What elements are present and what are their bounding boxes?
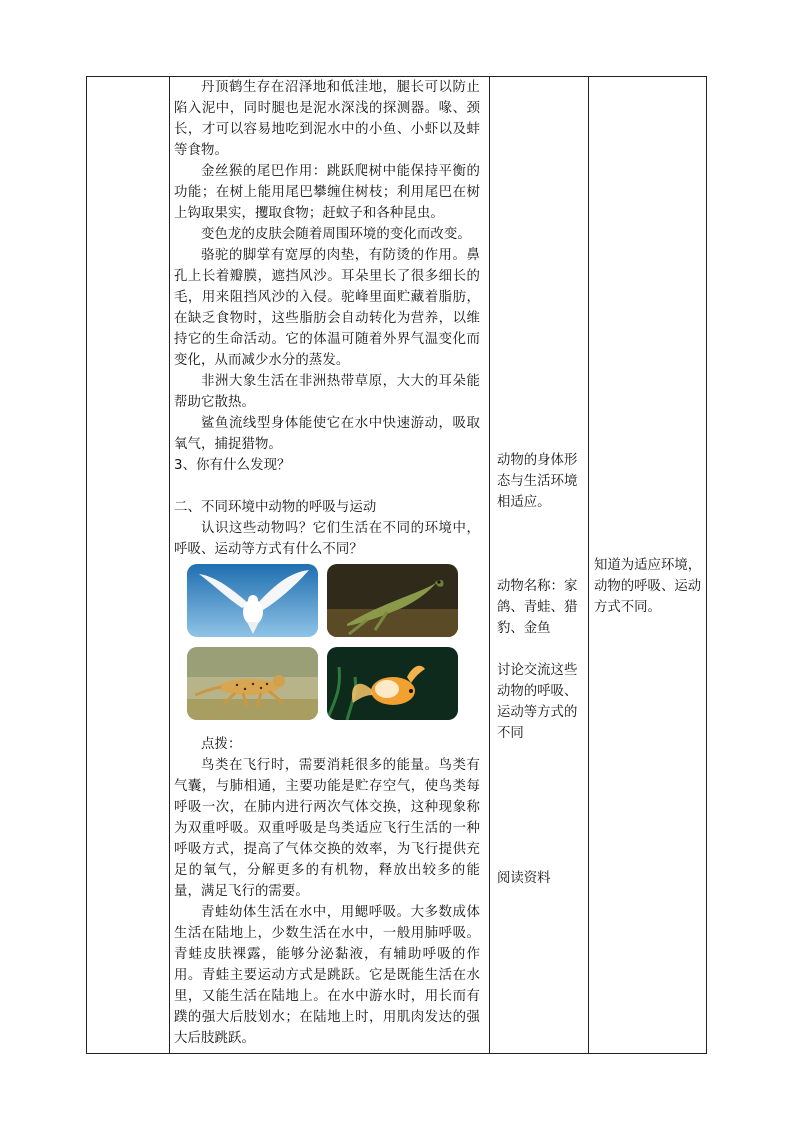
- hint-label: 点拨：: [201, 737, 242, 752]
- student-note-adaptation: 动物的身体形态与生活环境相适应。: [497, 453, 578, 510]
- student-note-reading: 阅读资料: [497, 871, 551, 886]
- section-2-heading: 二、不同环境中动物的呼吸与运动: [174, 500, 377, 515]
- crane-paragraph: 丹顶鹤生存在沼泽地和低洼地，腿长可以防止陷入泥中，同时腿也是泥水深浅的探测器。喙、颈长，才可以容易地吃到泥水中的小鱼、小虾以及蚌等食物。: [174, 80, 480, 158]
- spacer: [174, 476, 480, 497]
- student-note-discussion: 讨论交流这些动物的呼吸、运动等方式的不同: [497, 663, 578, 741]
- bird-paragraph: 鸟类在飞行时，需要消耗很多的能量。鸟类有气囊，与肺相通，主要功能是贮存空气，使鸟类每呼吸一次，在肺内进行两次气体交换，这种现象称为双重呼吸。双重呼吸是鸟类适应飞行生活的一种呼吸方式，提高了气体交换的效率，为飞行提供充足的氧气，分解更多的有机物，释放出较多的能量，满足飞行的需要。: [174, 758, 480, 899]
- monkey-paragraph: 金丝猴的尾巴作用：跳跃爬树中能保持平衡的功能；在树上能用尾巴攀缠住树枝；利用尾巴在树上钩取果实，攫取食物；赶蚊子和各种昆虫。: [174, 164, 480, 221]
- question-3: 3、你有什么发现？: [174, 458, 291, 473]
- goal-note: 知道为适应环境，动物的呼吸、运动方式不同。: [594, 558, 702, 615]
- chameleon-paragraph: 变色龙的皮肤会随着周围环境的变化而改变。: [201, 227, 471, 242]
- shark-paragraph: 鲨鱼流线型身体能使它在水中快速游动，吸取氧气，捕捉猎物。: [174, 416, 480, 452]
- elephant-paragraph: 非洲大象生活在非洲热带草原，大大的耳朵能帮助它散热。: [174, 374, 480, 410]
- intro-paragraph: 认识这些动物吗？它们生活在不同的环境中，呼吸、运动等方式有什么不同？: [174, 521, 480, 557]
- lesson-table: [86, 76, 707, 1054]
- column-divider: [169, 77, 170, 1053]
- cheetah-photo: [187, 647, 318, 720]
- frog-photo: [327, 564, 458, 637]
- dove-photo: [187, 564, 318, 637]
- animal-photos: [174, 564, 480, 728]
- student-note-animal-names: 动物名称：家鸽、青蛙、猎豹、金鱼: [497, 579, 578, 636]
- frog-paragraph: 青蛙幼体生活在水中，用鳃呼吸。大多数成体生活在陆地上，少数生活在水中，一般用肺呼吸。青蛙皮肤裸露，能够分泌黏液，有辅助呼吸的作用。青蛙主要运动方式是跳跃。它是既能生活在水里，又能生活在陆地上。在水中游水时，用长而有蹼的强大后肢划水；在陆地上时，用肌肉发达的强大后肢跳跃。: [174, 905, 480, 1046]
- teaching-content: [174, 77, 480, 1049]
- goal-column: [588, 77, 707, 1053]
- student-activity-column: [489, 77, 588, 1053]
- goldfish-photo: [327, 647, 458, 720]
- camel-paragraph: 骆驼的脚掌有宽厚的肉垫，有防烫的作用。鼻孔上长着瓣膜，遮挡风沙。耳朵里长了很多细长的毛，用来阻挡风沙的入侵。驼峰里面贮藏着脂肪，在缺乏食物时，这些脂肪会自动转化为营养，以维持它的生命活动。它的体温可随着外界气温变化而变化，从而减少水分的蒸发。: [174, 248, 480, 368]
